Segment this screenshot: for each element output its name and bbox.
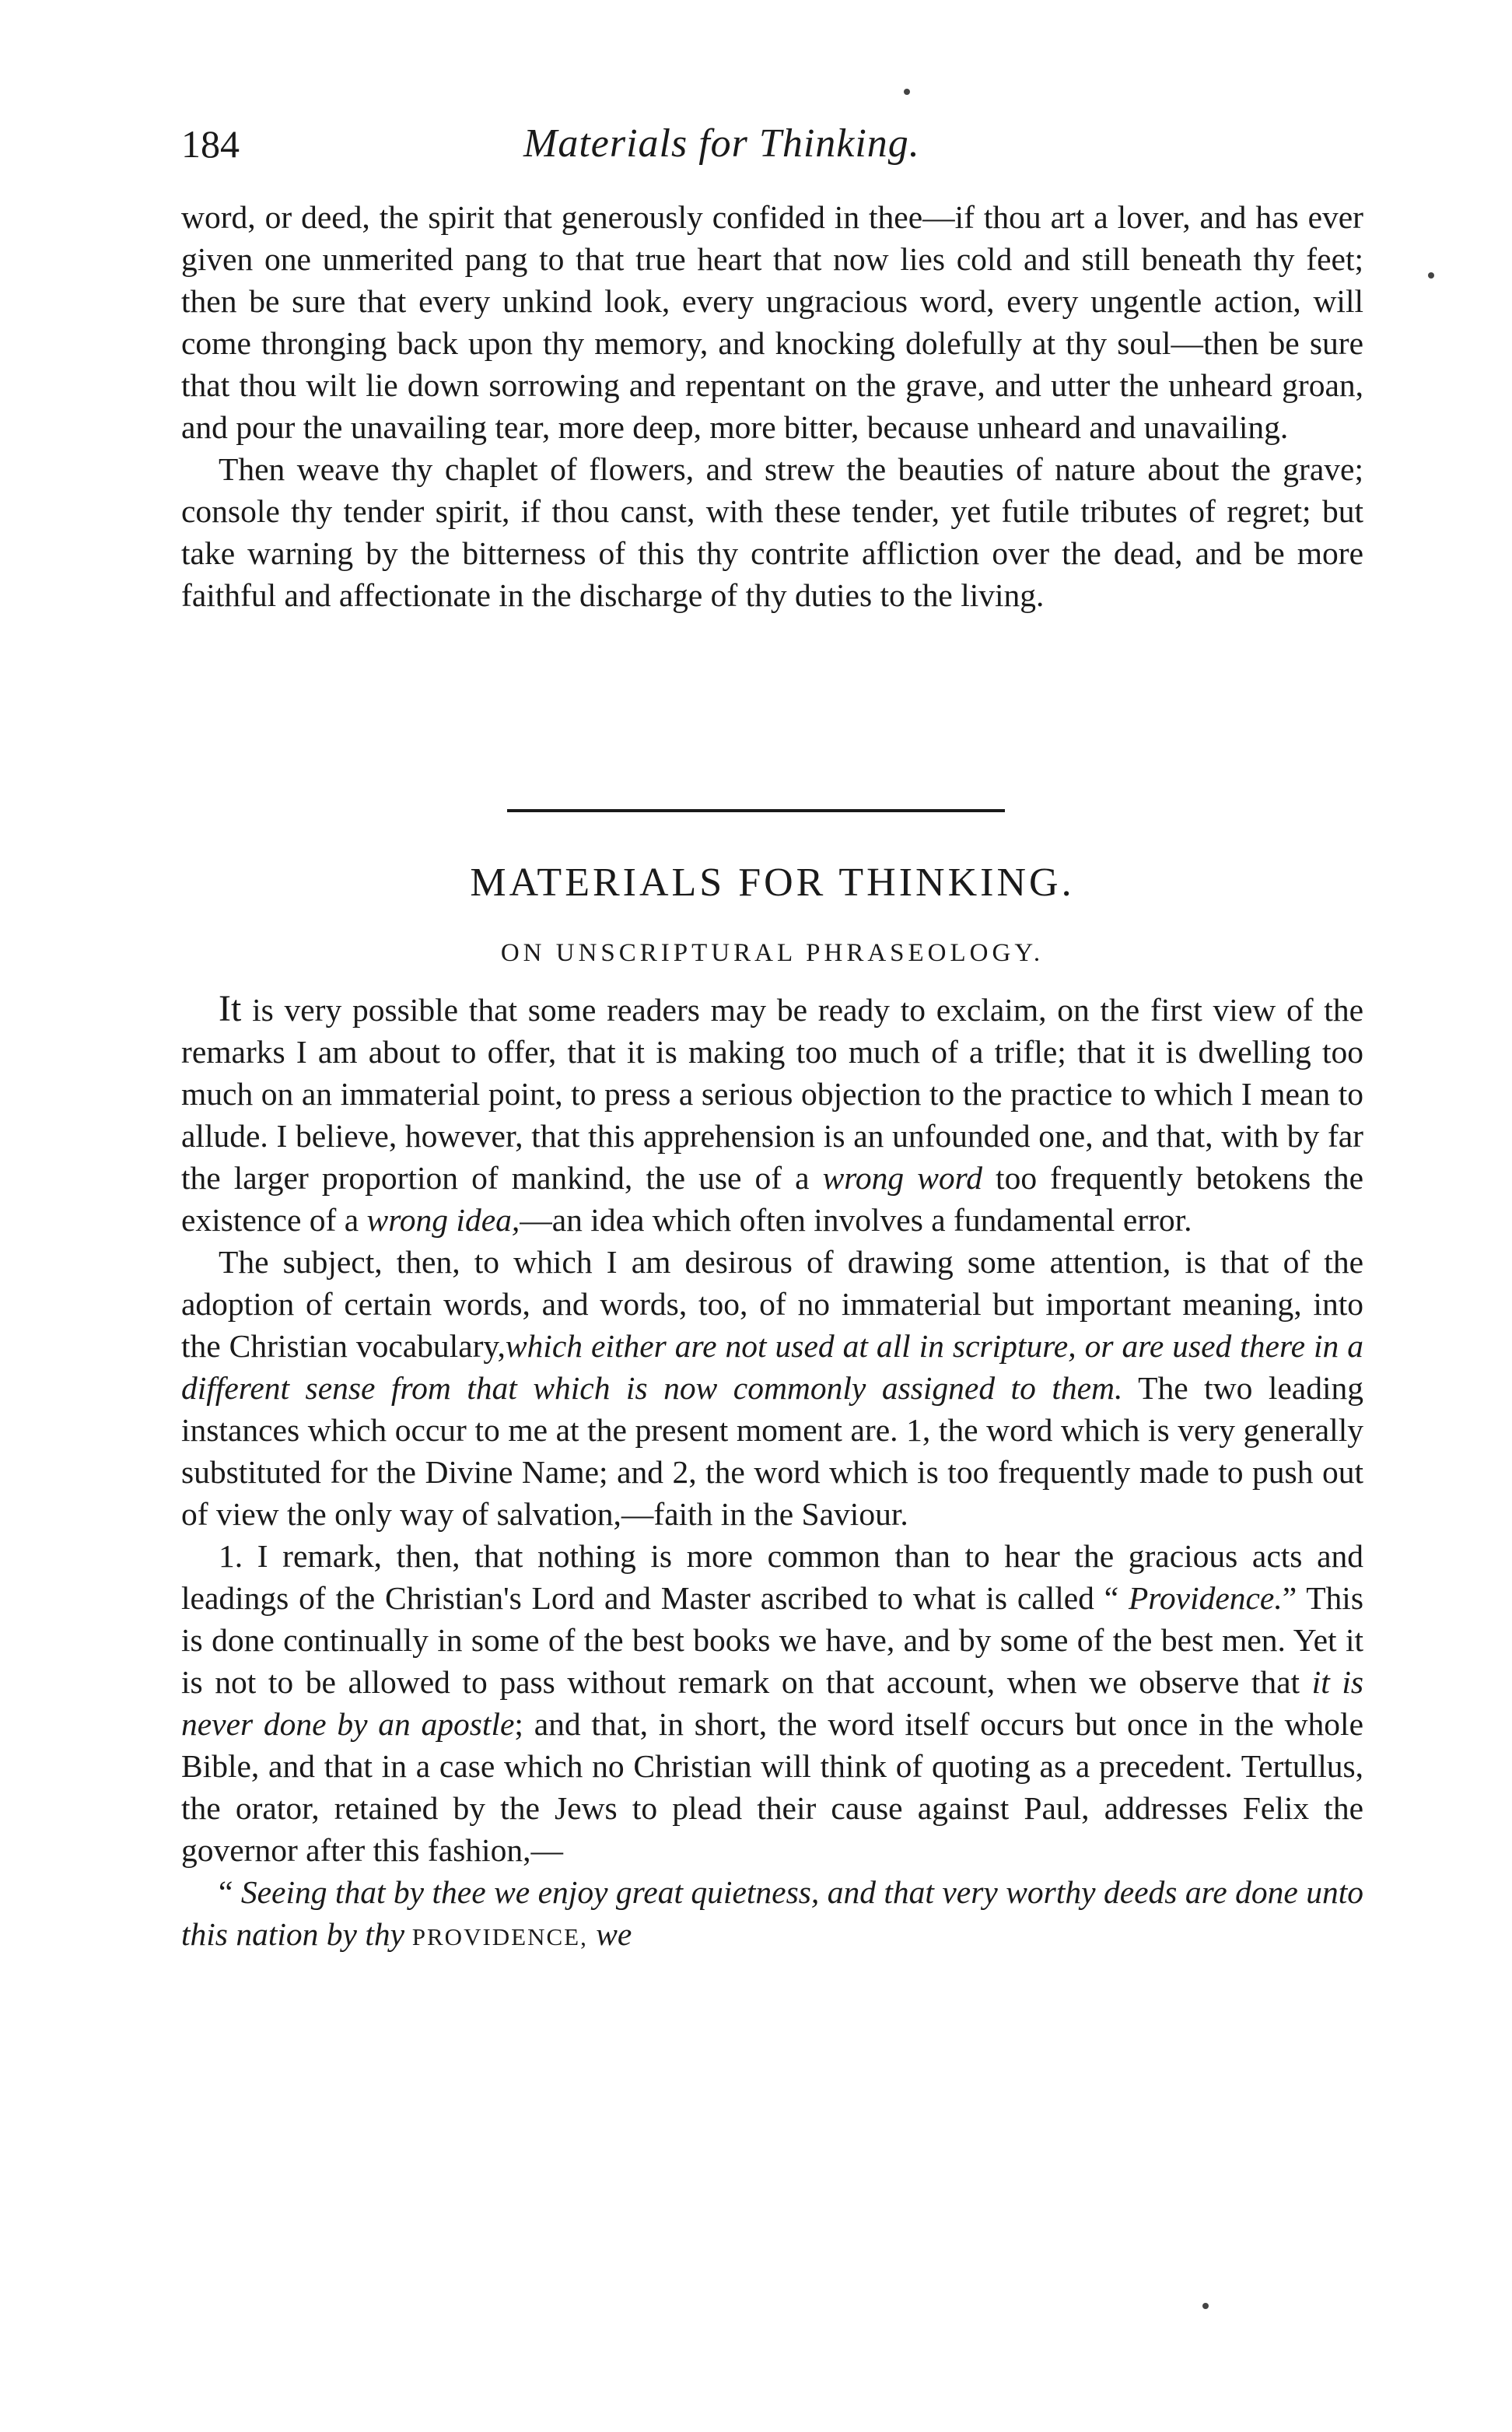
emphasis: we [587, 1916, 632, 1952]
continued-text [181, 196, 1363, 616]
text-run: 1. I remark, then, that nothing is more common than to hear the gracious acts and leadings of the Christian's Lord and Master ascribed to what is called “ [181, 1538, 1363, 1616]
quotation [181, 1871, 1363, 1958]
open-quote: “ [219, 1874, 241, 1910]
article-body [181, 988, 1363, 1958]
text-run: —an idea which often involves a fundamental error. [520, 1202, 1192, 1238]
running-head: Materials for Thinking. [523, 121, 920, 166]
page-header [181, 117, 1363, 171]
paragraph: Then weave thy chaplet of flowers, and strew the beauties of nature about the grave; console thy tender spirit, if thou canst, with these tender, yet futile tributes of regret; but take warning by the bitterness of this thy contrite affliction over the dead, and be more faithful and affectionate in the discharge of thy duties to the living. [181, 451, 1363, 613]
text-run: too frequently betokens the existence of a [181, 1160, 1363, 1238]
ink-speck [1202, 2303, 1209, 2309]
ink-speck [1428, 272, 1434, 279]
emphasis: which either are not used at all in scripture, or are used there in a different sense from that which is now commonly assigned to them. [181, 1328, 1364, 1406]
emphasis: it is never done by an apostle [181, 1664, 1363, 1742]
drop-cap: It [219, 988, 242, 1029]
emphasis: Providence. [1128, 1580, 1283, 1616]
page-number: 184 [181, 122, 240, 166]
text-run: is very possible that some readers may be ready to exclaim, on the first view of the remarks I am about to offer, that it is making too much of a trifle; that it is dwelling too much on an immaterial point, to press a serious objection to the practice to which I mean to allude. I believe, however, that this apprehension is an unfounded one, and that, with by far the larger proportion of mankind, the use of a [181, 992, 1363, 1196]
paragraph: word, or deed, the spirit that generously confided in thee—if thou art a lover, and has ever given one unmerited pang to that true heart that now lies cold and still beneath thy feet; then be sure that every unkind look, every ungracious word, every ungentle action, will come thronging back upon thy memory, and knocking dolefully at thy soul—then be sure that thou wilt lie down sorrowing and repentant on the grave, and utter the unheard groan, and pour the unavailing tear, more deep, more bitter, because unheard and unavailing. [181, 199, 1363, 445]
article-subtitle: ON UNSCRIPTURAL PHRASEOLOGY. [500, 939, 1045, 967]
paragraph [181, 1241, 1363, 1535]
text-run: The subject, then, to which I am desirous of drawing some attention, is that of the adoption of certain words, and words, too, of no immaterial but important meaning, into the Christian vocabulary, [181, 1244, 1363, 1364]
article-title: MATERIALS FOR THINKING. [470, 860, 1075, 905]
small-caps: PROVIDENCE, [404, 1923, 588, 1950]
text-run: ” This is done continually in some of the best books we have, and by some of the best men. Yet it is not to be allowed to pass without remark on that account, when we observe that [181, 1580, 1363, 1700]
ink-speck [904, 89, 910, 95]
emphasis: wrong word [822, 1160, 982, 1196]
paragraph [181, 988, 1363, 1241]
section-divider [507, 809, 1005, 812]
text-run: The two leading instances which occur to me at the present moment are. 1, the word which is very generally substituted for the Divine Name; and 2, the word which is too frequently made to push out of view the only way of salvation,—faith in the Saviour. [181, 1370, 1363, 1532]
paragraph [181, 1535, 1363, 1871]
text-run: ; and that, in short, the word itself occurs but once in the whole Bible, and that in a case which no Christian will think of quoting as a precedent. Tertullus, the orator, retained by the Jews to plead their cause against Paul, addresses Felix the governor after this fashion,— [181, 1706, 1363, 1868]
emphasis: Seeing that by thee we enjoy great quietness, and that very worthy deeds are done unto this nation by thy [181, 1874, 1363, 1952]
emphasis: wrong idea, [366, 1202, 520, 1238]
